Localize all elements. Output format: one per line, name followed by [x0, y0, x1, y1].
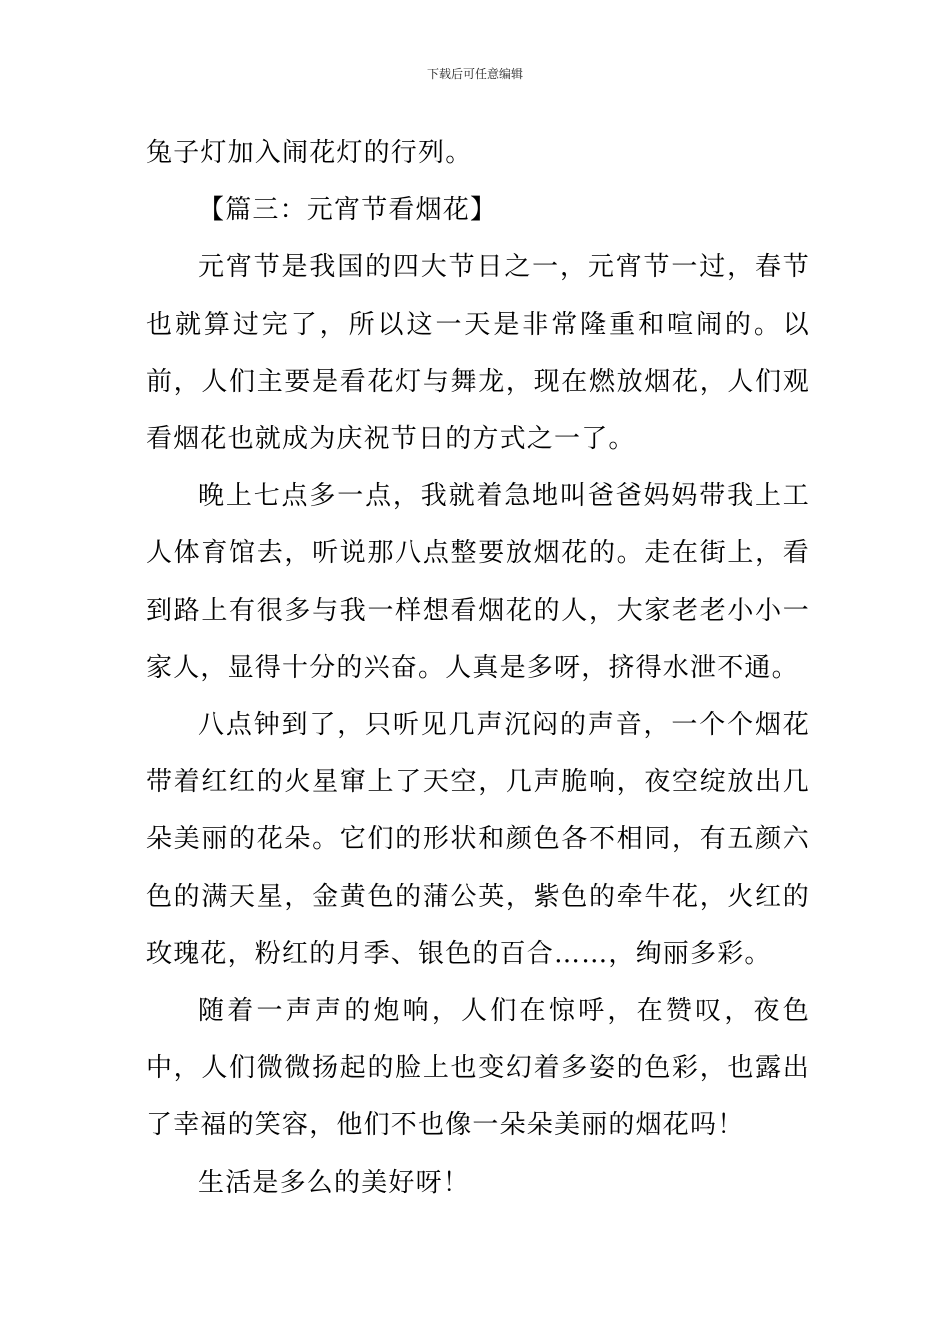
- section-heading: 【篇三：元宵节看烟花】: [198, 195, 498, 226]
- paragraph: 元宵节是我国的四大节日之一，元宵节一过，春节也就算过完了，所以这一天是非常隆重和喧闹的。以前，人们主要是看花灯与舞龙，现在燃放烟花，人们观看烟花也就成为庆祝节日的方式之一了。: [146, 252, 810, 455]
- page-header-note: 下载后可任意编辑: [426, 67, 523, 81]
- paragraph: 晚上七点多一点，我就着急地叫爸爸妈妈带我上工人体育馆去，听说那八点整要放烟花的。走在街上，看到路上有很多与我一样想看烟花的人，大家老老小小一家人，显得十分的兴奋。人真是多呀，挤得水泄不通。: [146, 481, 810, 683]
- document-body: [146, 125, 810, 1212]
- paragraph: 生活是多么的美好呀！: [198, 1167, 471, 1198]
- paragraph-continuation: 兔子灯加入闹花灯的行列。: [146, 138, 473, 168]
- paragraph: 随着一声声的炮响，人们在惊呼，在赞叹，夜色中，人们微微扬起的脸上也变幻着多姿的色彩，也露出了幸福的笑容，他们不也像一朵朵美丽的烟花吗！: [146, 996, 810, 1141]
- paragraph: 八点钟到了，只听见几声沉闷的声音，一个个烟花带着红红的火星窜上了天空，几声脆响，夜空绽放出几朵美丽的花朵。它们的形状和颜色各不相同，有五颜六色的满天星，金黄色的蒲公英，紫色的牵牛花，火红的玫瑰花，粉红的月季、银色的百合……，绚丽多彩。: [146, 710, 810, 969]
